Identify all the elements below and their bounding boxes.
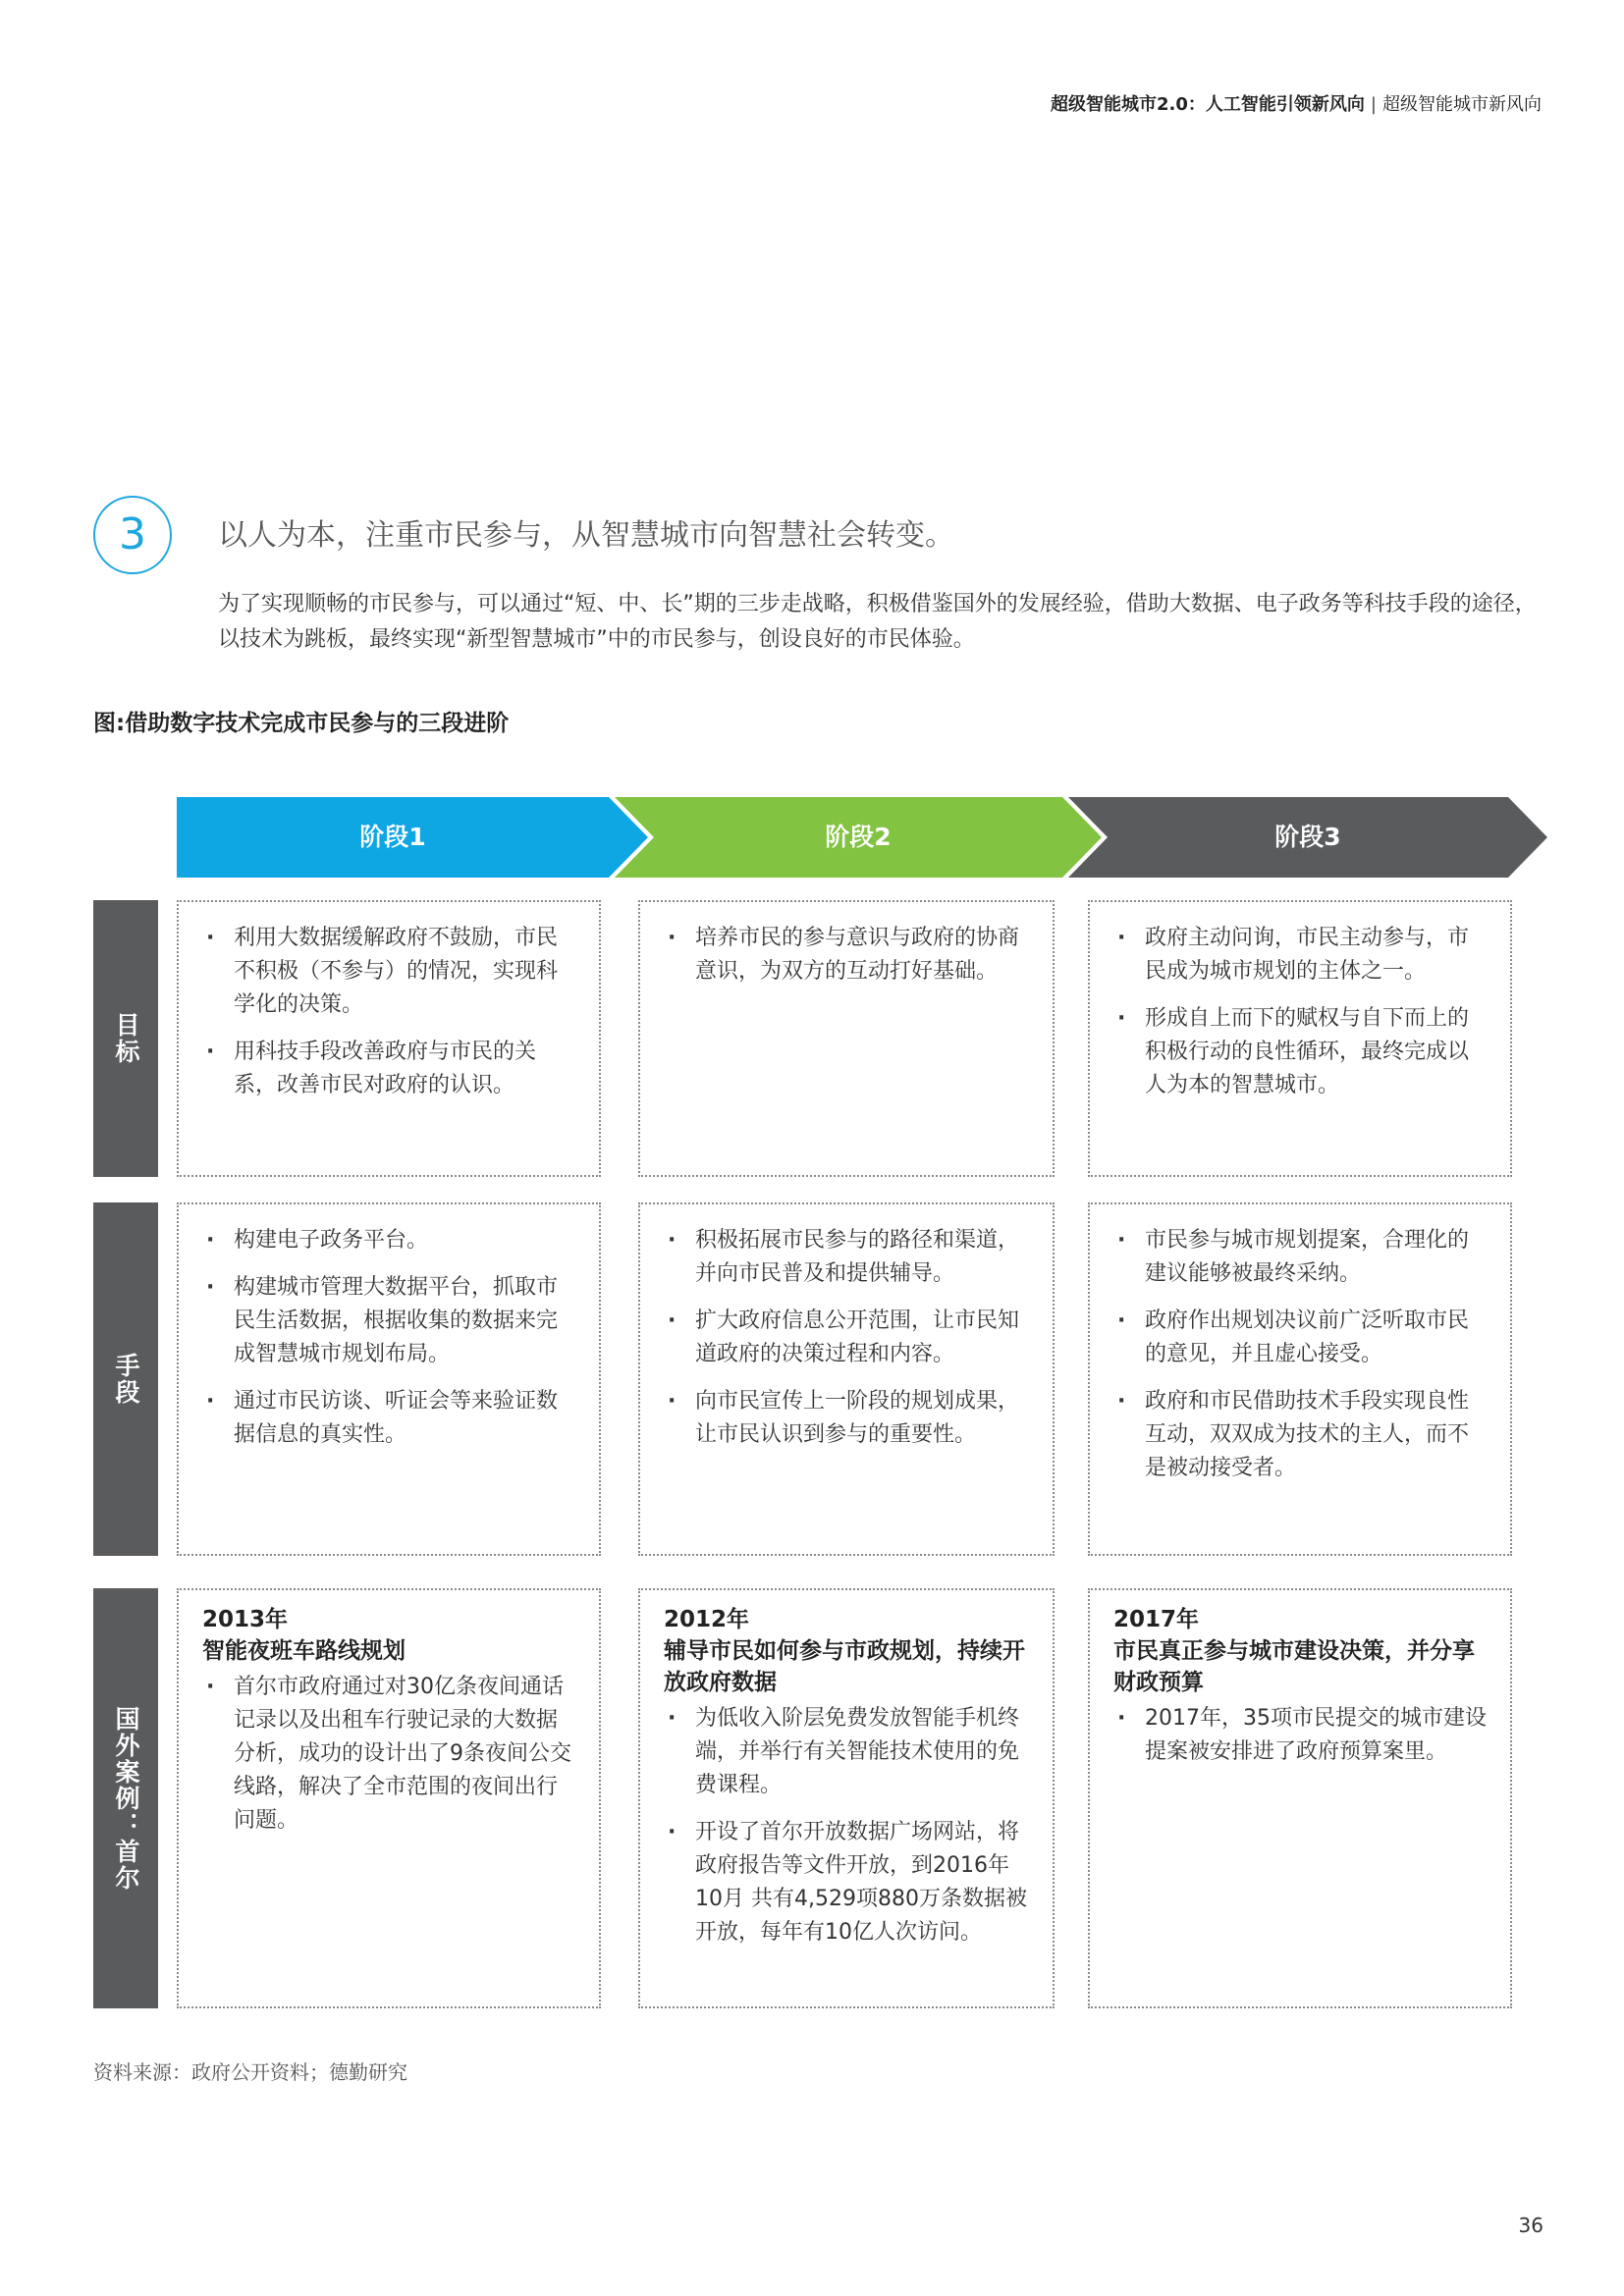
case-title: 市民真正参与城市建设决策，并分享财政预算	[1113, 1638, 1475, 1695]
row-head-goal	[93, 900, 158, 1177]
list-item: · 通过市民访谈、听证会等来验证数据信息的真实性。	[202, 1385, 575, 1452]
list-item: · 为低收入阶层免费发放智能手机终端，并举行有关智能技术使用的免费课程。	[664, 1702, 1029, 1802]
list-item: · 政府和市民借助技术手段实现良性互动，双双成为技术的主人，而不是被动接受者。	[1113, 1385, 1487, 1485]
list-item: · 构建电子政务平台。	[202, 1224, 575, 1257]
stage-3-label: 阶段3	[1274, 823, 1341, 851]
goal-stage-3	[1088, 900, 1512, 1177]
list-item: · 市民参与城市规划提案，合理化的建议能够被最终采纳。	[1113, 1224, 1487, 1291]
stage-1-label: 阶段1	[359, 823, 426, 851]
row-head-goal-label: 目标	[112, 1012, 140, 1065]
goal-stage-2	[638, 900, 1055, 1177]
means-stage-1	[177, 1202, 601, 1556]
row-head-means-label: 手段	[112, 1353, 140, 1406]
list-item: · 政府作出规划决议前广泛听取市民的意见，并且虚心接受。	[1113, 1305, 1487, 1371]
case-stage-2	[638, 1588, 1055, 2008]
row-head-cases	[93, 1588, 158, 2008]
list-item: · 用科技手段改善政府与市民的关系，改善市民对政府的认识。	[202, 1036, 575, 1102]
list-item: · 开设了首尔开放数据广场网站，将政府报告等文件开放，到2016年10月 共有4,529项880万条数据被开放，每年有10亿人次访问。	[664, 1816, 1029, 1949]
list-item: · 首尔市政府通过对30亿条夜间通话记录以及出租车行驶记录的大数据分析，成功的设计出了9条夜间公交线路，解决了全市范围的夜间出行问题。	[202, 1671, 575, 1838]
list-item: · 政府主动问询，市民主动参与，市民成为城市规划的主体之一。	[1113, 922, 1487, 988]
case-year: 2017年	[1113, 1607, 1200, 1632]
list-item: · 构建城市管理大数据平台，抓取市民生活数据，根据收集的数据来完成智慧城市规划布局。	[202, 1271, 575, 1371]
goal-stage-1	[177, 900, 601, 1177]
means-stage-2	[638, 1202, 1055, 1556]
means-stage-3	[1088, 1202, 1512, 1556]
row-head-means	[93, 1202, 158, 1556]
case-stage-3	[1088, 1588, 1512, 2008]
section-title: 以人为本，注重市民参与，从智慧城市向智慧社会转变。	[218, 518, 954, 553]
row-head-cases-label: 国外案例：首尔	[112, 1705, 140, 1892]
list-item: · 向市民宣传上一阶段的规划成果，让市民认识到参与的重要性。	[664, 1385, 1029, 1452]
section-number: 3	[93, 496, 172, 574]
header-subtitle: 超级智能城市新风向	[1382, 94, 1542, 115]
list-item: · 形成自上而下的赋权与自下而上的积极行动的良性循环，最终完成以人为本的智慧城市。	[1113, 1002, 1487, 1102]
header-separator: |	[1370, 94, 1377, 115]
header-title: 超级智能城市2.0：人工智能引领新风向	[1051, 94, 1365, 115]
case-title: 辅导市民如何参与市政规划，持续开放政府数据	[664, 1638, 1025, 1695]
list-item: · 利用大数据缓解政府不鼓励，市民不积极（不参与）的情况，实现科学化的决策。	[202, 922, 575, 1022]
list-item: · 2017年，35项市民提交的城市建设提案被安排进了政府预算案里。	[1113, 1702, 1487, 1769]
case-stage-1	[177, 1588, 601, 2008]
source-note: 资料来源：政府公开资料；德勤研究	[93, 2060, 407, 2084]
case-year: 2012年	[664, 1607, 750, 1632]
case-year: 2013年	[202, 1607, 289, 1632]
list-item: · 扩大政府信息公开范围，让市民知道政府的决策过程和内容。	[664, 1305, 1029, 1371]
list-item: · 积极拓展市民参与的路径和渠道，并向市民普及和提供辅导。	[664, 1224, 1029, 1291]
page-number: 36	[1518, 2214, 1543, 2237]
page-header	[1051, 90, 1542, 116]
section-body: 为了实现顺畅的市民参与，可以通过“短、中、长”期的三步走战略，积极借鉴国外的发展经验，借助大数据、电子政务等科技手段的途径，以技术为跳板，最终实现“新型智慧城市”中的市民参与，创设良好的市民体验。	[218, 592, 1537, 652]
list-item: · 培养市民的参与意识与政府的协商意识，为双方的互动打好基础。	[664, 922, 1029, 988]
stage-2-label: 阶段2	[825, 823, 892, 851]
case-title: 智能夜班车路线规划	[202, 1638, 406, 1664]
figure-title: 图:借助数字技术完成市民参与的三段进阶	[93, 711, 510, 736]
